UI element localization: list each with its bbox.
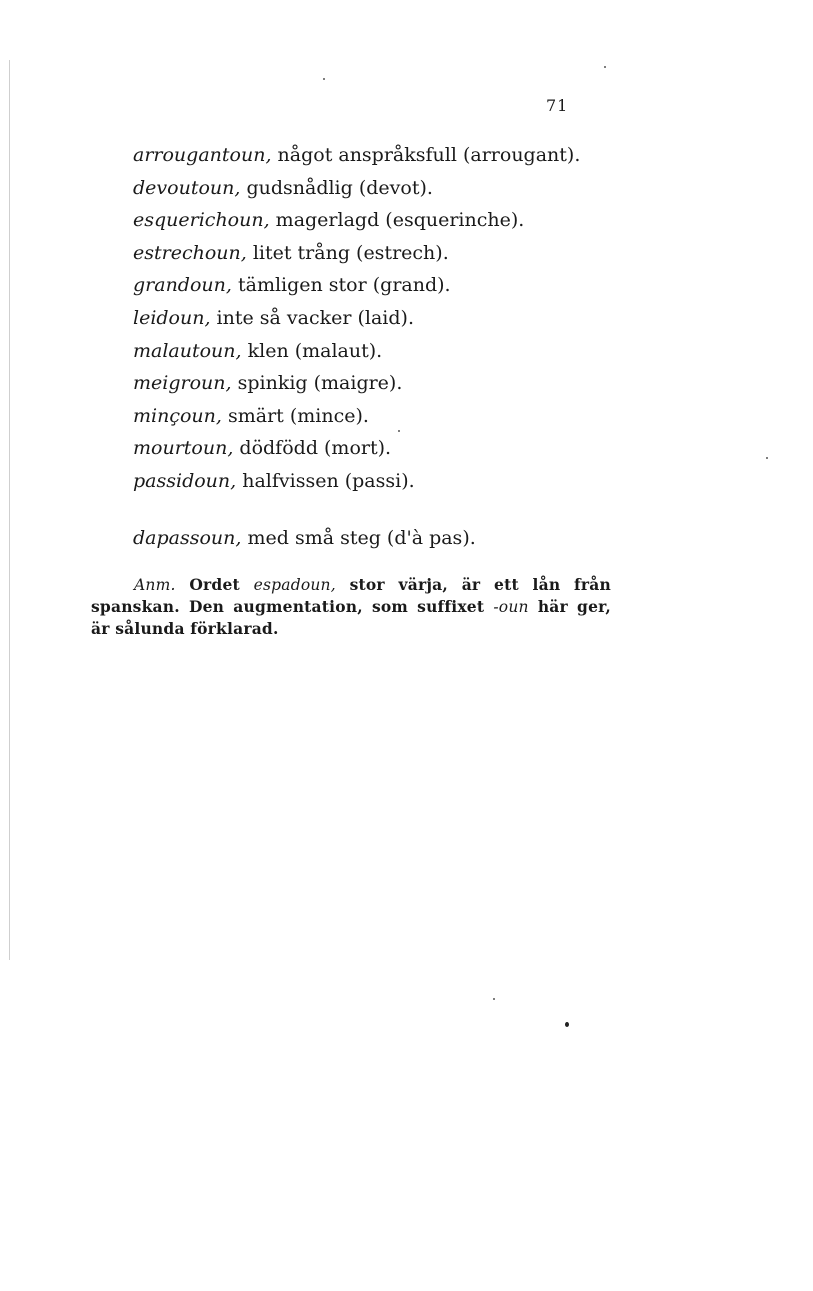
- list-item: [133, 237, 580, 270]
- scan-speck: [766, 457, 768, 459]
- list-item: [133, 432, 580, 465]
- entry-definition: gudsnådlig (devot).: [240, 176, 433, 199]
- list-item: [133, 335, 580, 368]
- entry-term: devoutoun,: [133, 176, 241, 199]
- list-item: [133, 172, 580, 205]
- note-text: spanskan. Den augmentation, som suffixet: [91, 597, 494, 616]
- scan-speck: [565, 1022, 569, 1027]
- list-item: [133, 269, 580, 302]
- entry-definition: litet trång (estrech).: [246, 241, 449, 264]
- entry-definition: något anspråksfull (arrougant).: [271, 144, 581, 166]
- entry-definition: klen (malaut).: [241, 339, 383, 362]
- list-item: [133, 139, 580, 172]
- entry-term: arrougantoun,: [133, 144, 272, 166]
- entry-term: malautoun,: [133, 339, 242, 362]
- entry-definition: med små steg (d'à pas).: [241, 527, 476, 549]
- note-term: espadoun,: [253, 576, 336, 594]
- entry-term: minçoun,: [133, 404, 222, 427]
- scan-speck: [323, 78, 325, 80]
- entry-term: dapassoun,: [133, 527, 242, 549]
- note-line-2: [91, 596, 611, 618]
- note-line-3: är sålunda förklarad.: [91, 619, 279, 638]
- scan-edge-line: [9, 60, 10, 960]
- scan-speck: [398, 430, 400, 432]
- entry-term: estrechoun,: [133, 241, 247, 264]
- word-list: [133, 139, 580, 498]
- entry-definition: halfvissen (passi).: [236, 469, 415, 492]
- entry-term: mourtoun,: [133, 437, 234, 460]
- list-item: [133, 367, 580, 400]
- entry-definition: tämligen stor (grand).: [231, 274, 451, 297]
- note-line-1: [91, 574, 611, 596]
- entry-definition: smärt (mince).: [221, 404, 369, 427]
- extra-entry: [133, 522, 476, 554]
- entry-term: esquerichoun,: [133, 209, 270, 232]
- entry-definition: magerlagd (esquerinche).: [269, 209, 525, 232]
- scan-speck: [604, 66, 606, 68]
- list-item: [133, 204, 580, 237]
- entry-term: meigroun,: [133, 372, 232, 395]
- scan-speck: [493, 998, 495, 1000]
- note-text: Ordet: [189, 575, 254, 594]
- entry-definition: dödfödd (mort).: [233, 437, 392, 460]
- note-label: Anm.: [134, 576, 176, 594]
- entry-definition: inte så vacker (laid).: [210, 306, 414, 329]
- entry-definition: spinkig (maigre).: [231, 372, 403, 395]
- entry-term: leidoun,: [133, 306, 211, 329]
- entry-term: grandoun,: [133, 274, 232, 297]
- page-number: 71: [546, 96, 569, 115]
- entry-term: passidoun,: [133, 469, 237, 492]
- note-paragraph: [91, 574, 611, 640]
- note-text: stor värja, är ett lån från: [335, 575, 612, 594]
- list-item: [133, 302, 580, 335]
- note-term: -oun: [493, 598, 529, 616]
- note-text: här ger,: [528, 597, 611, 616]
- list-item: [133, 465, 580, 498]
- list-item: [133, 400, 580, 433]
